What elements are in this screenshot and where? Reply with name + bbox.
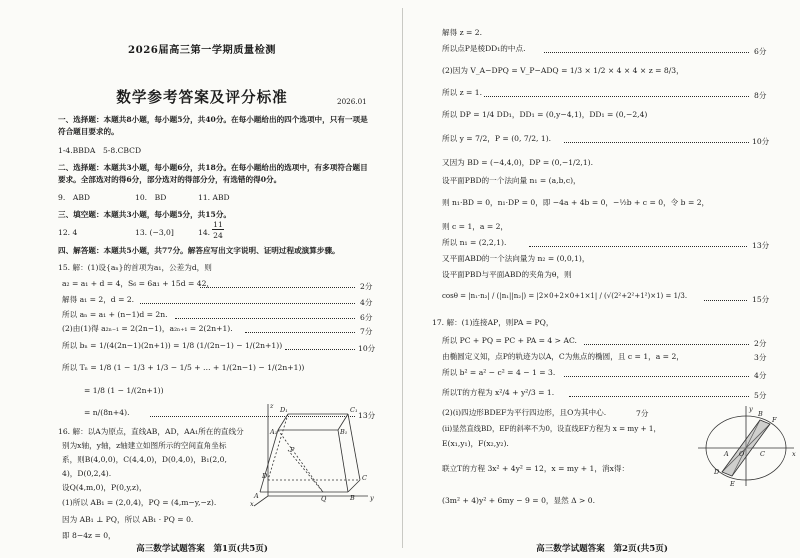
label-b1: B₁ <box>340 428 348 436</box>
q15-line-3: 解得 a₁ = 2，d = 2. <box>62 295 135 304</box>
q15-dots-3 <box>140 303 355 304</box>
r-score-2: 6分 <box>754 47 767 56</box>
q17-score-3: 3分 <box>754 353 767 362</box>
segment-pq <box>288 450 323 492</box>
q16-line-4: 4)，D(0,2,4). <box>62 469 112 478</box>
r-score-6: 10分 <box>752 137 770 146</box>
q15-line-9: = n/(8n+4). <box>84 408 130 417</box>
r-line-10: 则 c = 1，a = 2， <box>442 222 509 231</box>
q15-line-2: a₂ = a₁ + d = 4，S₆ = 6a₁ + 15d = 42， <box>62 279 215 288</box>
answer-9: 9. ABD <box>58 193 90 202</box>
answer-14-numerator: 11 <box>213 220 223 229</box>
r-line-8: 设平面PBD的一个法向量 n₁ = (a,b,c)， <box>442 176 581 185</box>
q15-score-4: 6分 <box>360 313 373 322</box>
q15-score-2: 2分 <box>360 282 373 291</box>
label-c: C <box>362 474 367 482</box>
label-y: y <box>749 405 753 413</box>
q16-line-6: (1)所以 AB₁ = (2,0,4)，PQ = (4,m−y,−z). <box>62 498 217 507</box>
label-b: B <box>758 410 763 418</box>
q15-score-3: 4分 <box>360 298 373 307</box>
q17-score-5: 5分 <box>754 391 767 400</box>
r-dots-6 <box>564 142 749 143</box>
r-dots-14 <box>704 300 747 301</box>
section-3-header: 三、填空题：本题共3小题，每小题5分，共15分。 <box>58 210 232 219</box>
r-dots-4 <box>484 96 749 97</box>
r-line-13: 设平面PBD与平面ABD的夹角为θ，则 <box>442 270 572 279</box>
q17-line-6: (2)(i)四边形BDEF为平行四边形，且O为其中心. <box>442 408 607 417</box>
answer-14-label: 14. <box>198 228 211 237</box>
r-dots-11 <box>529 246 747 247</box>
r-line-4: 所以 z = 1. <box>442 88 483 97</box>
r-score-11: 13分 <box>752 241 770 250</box>
q15-score-9: 13分 <box>358 411 376 420</box>
section-1-header-cont: 符合题目要求的。 <box>58 127 119 136</box>
label-o: O <box>739 450 745 458</box>
section-4-header: 四、解答题：本题共5小题，共77分。解答应写出文字说明、证明过程或演算步骤。 <box>58 246 340 255</box>
q16-line-8: 即 8−4z = 0， <box>62 531 116 540</box>
q17-line-1: 17. 解：(1)连接AP，则PA = PQ， <box>432 318 554 327</box>
q17-line-3: 由椭圆定义知，点P的轨迹为以A，C为焦点的椭圆，且 c = 1，a = 2， <box>442 352 684 361</box>
label-x: x <box>250 500 254 508</box>
answer-13: 13. (−3,0] <box>135 228 174 237</box>
q15-line-8: = 1/8 (1 − 1/(2n+1)) <box>84 386 164 395</box>
q15-dots-6 <box>285 349 355 350</box>
q17-dots-5 <box>569 396 749 397</box>
label-e: E <box>730 480 735 488</box>
q16-line-3: 系，则B(4,0,0)，C(4,4,0)，D(0,4,0)，B₁(2,0, <box>62 455 227 464</box>
r-line-14: cosθ = |n₁·n₂| / (|n₁||n₂|) = |2×0+2×0+1×1| / (√(2²+2²+1²)×1) = 1/3. <box>442 292 688 300</box>
r-score-4: 8分 <box>754 91 767 100</box>
label-z: z <box>270 402 274 410</box>
r-line-11: 所以 n₁ = (2,2,1). <box>442 238 507 247</box>
document-title: 数学参考答案及评分标准 <box>116 89 288 106</box>
r-line-2: 所以点P是棱DD₁的中点. <box>442 44 526 53</box>
q16-line-7: 因为 AB₁ ⊥ PQ，所以 AB₁ · PQ = 0. <box>62 515 194 524</box>
label-c1: C₁ <box>350 406 358 414</box>
q15-score-5: 7分 <box>360 327 373 336</box>
label-q: Q <box>321 495 327 503</box>
answer-14-denominator: 24 <box>213 231 223 240</box>
q16-line-1: 16. 解：以A为原点，直线AB，AD，AA₁所在的直线分 <box>58 427 244 436</box>
section-1-header: 一、选择题：本题共8小题，每小题5分，共40分。在每小题给出的四个选项中，只有一项是 <box>58 115 368 124</box>
answer-11: 11. ABD <box>198 193 230 202</box>
label-a: A <box>724 450 729 458</box>
label-b: B <box>350 494 355 502</box>
r-line-3: (2)因为 V_A−DPQ = V_P−ADQ = 1/3 × 1/2 × 4 × 4 × z = 8/3， <box>442 66 684 75</box>
q17-line-10: (3m² + 4)y² + 6my − 9 = 0，显然 Δ > 0. <box>442 496 596 505</box>
label-p: P <box>290 446 295 454</box>
q16-line-5: 设Q(4,m,0)，P(0,y,z)， <box>62 483 147 492</box>
page-1-footer: 高三数学试题答案 第1页(共5页) <box>136 544 268 554</box>
q17-line-2: 所以 PC + PQ = PC + PA = 4 > AC. <box>442 336 577 345</box>
frustum-edge-3 <box>348 414 360 480</box>
r-line-1: 解得 z = 2. <box>442 28 483 37</box>
frustum-edge-2 <box>338 430 348 492</box>
q17-line-8: E(x₁,y₁)，F(x₂,y₂). <box>442 439 509 448</box>
answer-10: 10. BD <box>135 193 167 202</box>
page-2-footer: 高三数学试题答案 第2页(共5页) <box>536 544 668 554</box>
q15-line-1: 15. 解：(1)设{aₙ}的首项为a₁，公差为d，则 <box>58 263 212 272</box>
q15-line-5: (2)由(1)得 a₂ₙ₋₁ = 2(2n−1)，a₂ₙ₊₁ = 2(2n+1). <box>62 324 233 333</box>
q16-frustum-figure <box>248 400 376 508</box>
r-line-12: 又平面ABD的一个法向量为 n₂ = (0,0,1)， <box>442 254 590 263</box>
exam-title: 2026届高三第一学期质量检测 <box>128 44 276 56</box>
q15-dots-2 <box>200 287 355 288</box>
exam-date: 2026.01 <box>337 97 367 106</box>
section-2-header: 二、选择题：本题共3小题，每小题6分，共18分。在每小题给出的选项中，有多项符合题目 <box>58 163 368 172</box>
q15-line-6: 所以 bₙ = 1/(4(2n−1)(2n+1)) = 1/8 (1/(2n−1) − 1/(2n+1)) <box>62 341 283 350</box>
label-d1: D₁ <box>280 406 288 414</box>
label-x: x <box>792 450 796 458</box>
q15-dots-4 <box>175 318 355 319</box>
q16-line-2: 别为x轴，y轴，z轴建立如图所示的空间直角坐标 <box>62 441 227 450</box>
q17-score-4: 4分 <box>754 371 767 380</box>
label-a: A <box>254 492 259 500</box>
r-line-7: 又因为 BD = (−4,4,0)，DP = (0,−1/2,1). <box>442 158 594 167</box>
q17-ellipse-figure <box>694 402 798 490</box>
q15-line-7: 所以 Tₙ = 1/8 (1 − 1/3 + 1/3 − 1/5 + … + 1/(2n−1) − 1/(2n+1)) <box>62 363 305 372</box>
label-d: D <box>262 472 268 480</box>
answer-12: 12. 4 <box>58 228 78 237</box>
q17-dots-4 <box>564 376 749 377</box>
q17-line-4: 所以 b² = a² − c² = 4 − 1 = 3. <box>442 368 556 377</box>
r-dots-2 <box>544 52 749 53</box>
r-line-6: 所以 y = 7/2，P = (0, 7/2, 1). <box>442 134 552 143</box>
label-y: y <box>370 494 374 502</box>
q17-dots-2 <box>584 344 749 345</box>
q17-line-9: 联立T的方程 3x² + 4y² = 12，x = my + 1，消x得： <box>442 464 630 473</box>
page-divider <box>402 8 403 548</box>
q15-line-4: 所以 aₙ = a₁ + (n−1)d = 2n. <box>62 310 168 319</box>
q17-line-5: 所以T的方程为 x²/4 + y²/3 = 1. <box>442 388 555 397</box>
q17-line-7: (ii)显然直线BD，EF的斜率不为0，设直线EF方程为 x = my + 1， <box>442 424 661 433</box>
section-1-answers: 1-4.BBDA 5-8.CBCD <box>58 146 142 155</box>
label-d: D <box>714 468 720 476</box>
q17-score-2: 2分 <box>754 339 767 348</box>
r-line-9: 则 n₁·BD = 0，n₁·DP = 0，即 −4a + 4b = 0，−½b + c = 0，令 b = 2， <box>442 198 710 207</box>
frustum-edge-1 <box>260 430 278 492</box>
page-2 <box>404 0 800 558</box>
section-2-header-cont: 要求。全部选对的得6分，部分选对的得部分分，有选错的得0分。 <box>58 175 282 184</box>
r-score-14: 15分 <box>752 295 770 304</box>
q15-dots-5 <box>245 332 355 333</box>
label-c: C <box>760 450 765 458</box>
label-a1: A₁ <box>270 428 278 436</box>
q17-score-6: 7分 <box>636 409 649 418</box>
label-f: F <box>772 416 777 424</box>
r-line-5: 所以 DP = 1/4 DD₁，DD₁ = (0,y−4,1)，DD₁ = (0,−2,4) <box>442 110 648 119</box>
q15-score-6: 10分 <box>358 344 376 353</box>
